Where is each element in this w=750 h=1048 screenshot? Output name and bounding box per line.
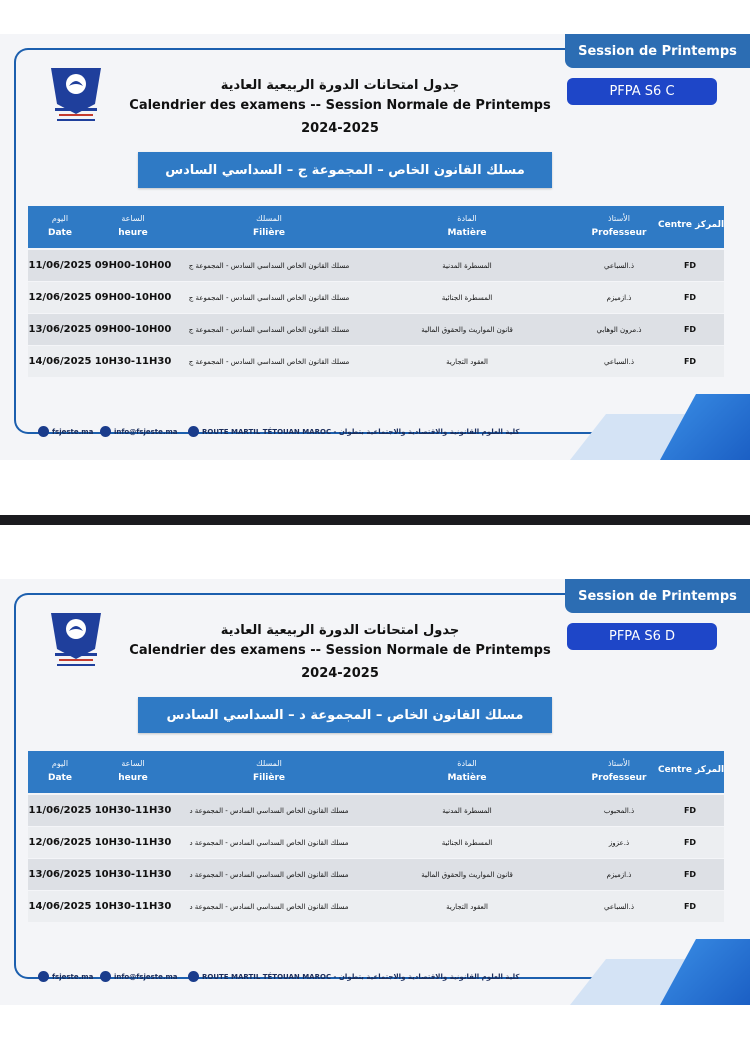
cell-filiere: مسلك القانون الخاص السداسي السادس - المجموعة ج — [188, 357, 350, 366]
header-professeur: الأستاذ Professeur — [591, 214, 647, 238]
cell-date: 13/06/2025 — [28, 324, 92, 335]
header-date: اليوم Date — [48, 759, 72, 783]
cell-professeur: ذ.السباعي — [604, 357, 634, 366]
cell-date: 12/06/2025 — [28, 292, 92, 303]
cell-professeur: ذ.ازميزم — [606, 293, 632, 302]
cell-date: 11/06/2025 — [28, 260, 92, 271]
academic-year: 2024-2025 — [301, 666, 379, 681]
table-row — [28, 827, 724, 858]
cell-time: 10H30-11H30 — [94, 805, 172, 816]
cell-matiere: قانون المواريث والحقوق المالية — [421, 870, 513, 879]
cell-filiere: مسلك القانون الخاص السداسي السادس - المجموعة ج — [188, 261, 350, 270]
location-pin-icon — [188, 971, 199, 982]
table-row — [28, 795, 724, 826]
header-professeur: الأستاذ Professeur — [591, 759, 647, 783]
table-row — [28, 282, 724, 313]
screenshot-divider — [0, 515, 750, 525]
cell-professeur: ذ.مرون الوهابي — [596, 325, 642, 334]
cell-professeur: ذ.السباعي — [604, 902, 634, 911]
cell-professeur: ذ.المحبوب — [603, 806, 635, 815]
cell-centre: FD — [683, 870, 697, 879]
academic-year: 2024-2025 — [301, 121, 379, 136]
footer-email[interactable]: info@fsjeste.ma — [100, 426, 178, 437]
group-badge: PFPA S6 D — [567, 623, 717, 650]
cell-filiere: مسلك القانون الخاص السداسي السادس - المجموعة د — [189, 838, 349, 847]
footer-website[interactable]: fsjeste.ma — [38, 426, 93, 437]
season-tab: Session de Printemps — [565, 579, 750, 613]
title-arabic: جدول امتحانات الدورة الربيعية العادية — [220, 78, 460, 93]
cell-centre: FD — [683, 838, 697, 847]
table-row — [28, 250, 724, 281]
cell-filiere: مسلك القانون الخاص السداسي السادس - المجموعة د — [189, 870, 349, 879]
cell-matiere: المسطرة المدنية — [442, 806, 492, 815]
faculty-logo-icon — [45, 64, 107, 126]
cell-matiere: المسطرة الجنائية — [441, 838, 493, 847]
footer-address: ROUTE MARTIL TÉTOUAN MAROC - كلية العلوم القانونية والاقتصادية والاجتماعية بتطوان — [188, 971, 519, 982]
header-centre: Centre المركز — [658, 220, 725, 230]
cell-matiere: المسطرة المدنية — [442, 261, 492, 270]
exam-sheet-group-d — [0, 579, 750, 1005]
email-icon — [100, 971, 111, 982]
table-header — [28, 751, 724, 793]
header-time: الساعة heure — [118, 214, 148, 238]
cell-professeur: ذ.ازميزم — [606, 870, 632, 879]
location-pin-icon — [188, 426, 199, 437]
table-row — [28, 859, 724, 890]
table-header — [28, 206, 724, 248]
cell-time: 09H00-10H00 — [94, 292, 172, 303]
cell-time: 10H30-11H30 — [94, 869, 172, 880]
header-matiere: المادة Matière — [447, 759, 487, 783]
faculty-logo-icon — [45, 609, 107, 671]
table-row — [28, 891, 724, 922]
footer-address: ROUTE MARTIL TÉTOUAN MAROC - كلية العلوم القانونية والاقتصادية والاجتماعية بتطوان — [188, 426, 519, 437]
group-badge: PFPA S6 C — [567, 78, 717, 105]
cell-date: 13/06/2025 — [28, 869, 92, 880]
cell-professeur: ذ.السباعي — [604, 261, 634, 270]
cell-filiere: مسلك القانون الخاص السداسي السادس - المجموعة د — [189, 902, 349, 911]
cell-centre: FD — [683, 325, 697, 334]
cell-time: 10H30-11H30 — [94, 356, 172, 367]
cell-matiere: العقود التجارية — [446, 357, 488, 366]
cell-time: 09H00-10H00 — [94, 324, 172, 335]
cell-matiere: المسطرة الجنائية — [441, 293, 493, 302]
title-arabic: جدول امتحانات الدورة الربيعية العادية — [220, 623, 460, 638]
email-icon — [100, 426, 111, 437]
title-french: Calendrier des examens -- Session Normale de Printemps — [129, 98, 551, 113]
cell-matiere: قانون المواريث والحقوق المالية — [421, 325, 513, 334]
cell-date: 14/06/2025 — [28, 901, 92, 912]
program-banner: مسلك القانون الخاص – المجموعة د – السداسي السادس — [138, 697, 552, 733]
table-row — [28, 346, 724, 377]
cell-centre: FD — [683, 293, 697, 302]
globe-icon — [38, 426, 49, 437]
cell-centre: FD — [683, 902, 697, 911]
sheet-footer — [38, 426, 578, 440]
cell-time: 10H30-11H30 — [94, 837, 172, 848]
header-filiere: المسلك Filière — [252, 214, 286, 238]
cell-time: 10H30-11H30 — [94, 901, 172, 912]
header-centre: Centre المركز — [658, 765, 725, 775]
cell-date: 12/06/2025 — [28, 837, 92, 848]
header-matiere: المادة Matière — [447, 214, 487, 238]
header-time: الساعة heure — [118, 759, 148, 783]
table-row — [28, 314, 724, 345]
cell-date: 11/06/2025 — [28, 805, 92, 816]
cell-date: 14/06/2025 — [28, 356, 92, 367]
cell-time: 09H00-10H00 — [94, 260, 172, 271]
season-tab: Session de Printemps — [565, 34, 750, 68]
program-banner: مسلك القانون الخاص – المجموعة ج – السداسي السادس — [138, 152, 552, 188]
footer-website[interactable]: fsjeste.ma — [38, 971, 93, 982]
cell-centre: FD — [683, 357, 697, 366]
sheet-footer — [38, 971, 578, 985]
cell-filiere: مسلك القانون الخاص السداسي السادس - المجموعة ج — [188, 293, 350, 302]
exam-sheet-group-c — [0, 34, 750, 460]
title-french: Calendrier des examens -- Session Normale de Printemps — [129, 643, 551, 658]
cell-centre: FD — [683, 806, 697, 815]
header-date: اليوم Date — [48, 214, 72, 238]
cell-filiere: مسلك القانون الخاص السداسي السادس - المجموعة ج — [188, 325, 350, 334]
cell-professeur: ذ.عزوز — [608, 838, 630, 847]
globe-icon — [38, 971, 49, 982]
footer-email[interactable]: info@fsjeste.ma — [100, 971, 178, 982]
header-filiere: المسلك Filière — [252, 759, 286, 783]
cell-filiere: مسلك القانون الخاص السداسي السادس - المجموعة د — [189, 806, 349, 815]
cell-centre: FD — [683, 261, 697, 270]
cell-matiere: العقود التجارية — [446, 902, 488, 911]
